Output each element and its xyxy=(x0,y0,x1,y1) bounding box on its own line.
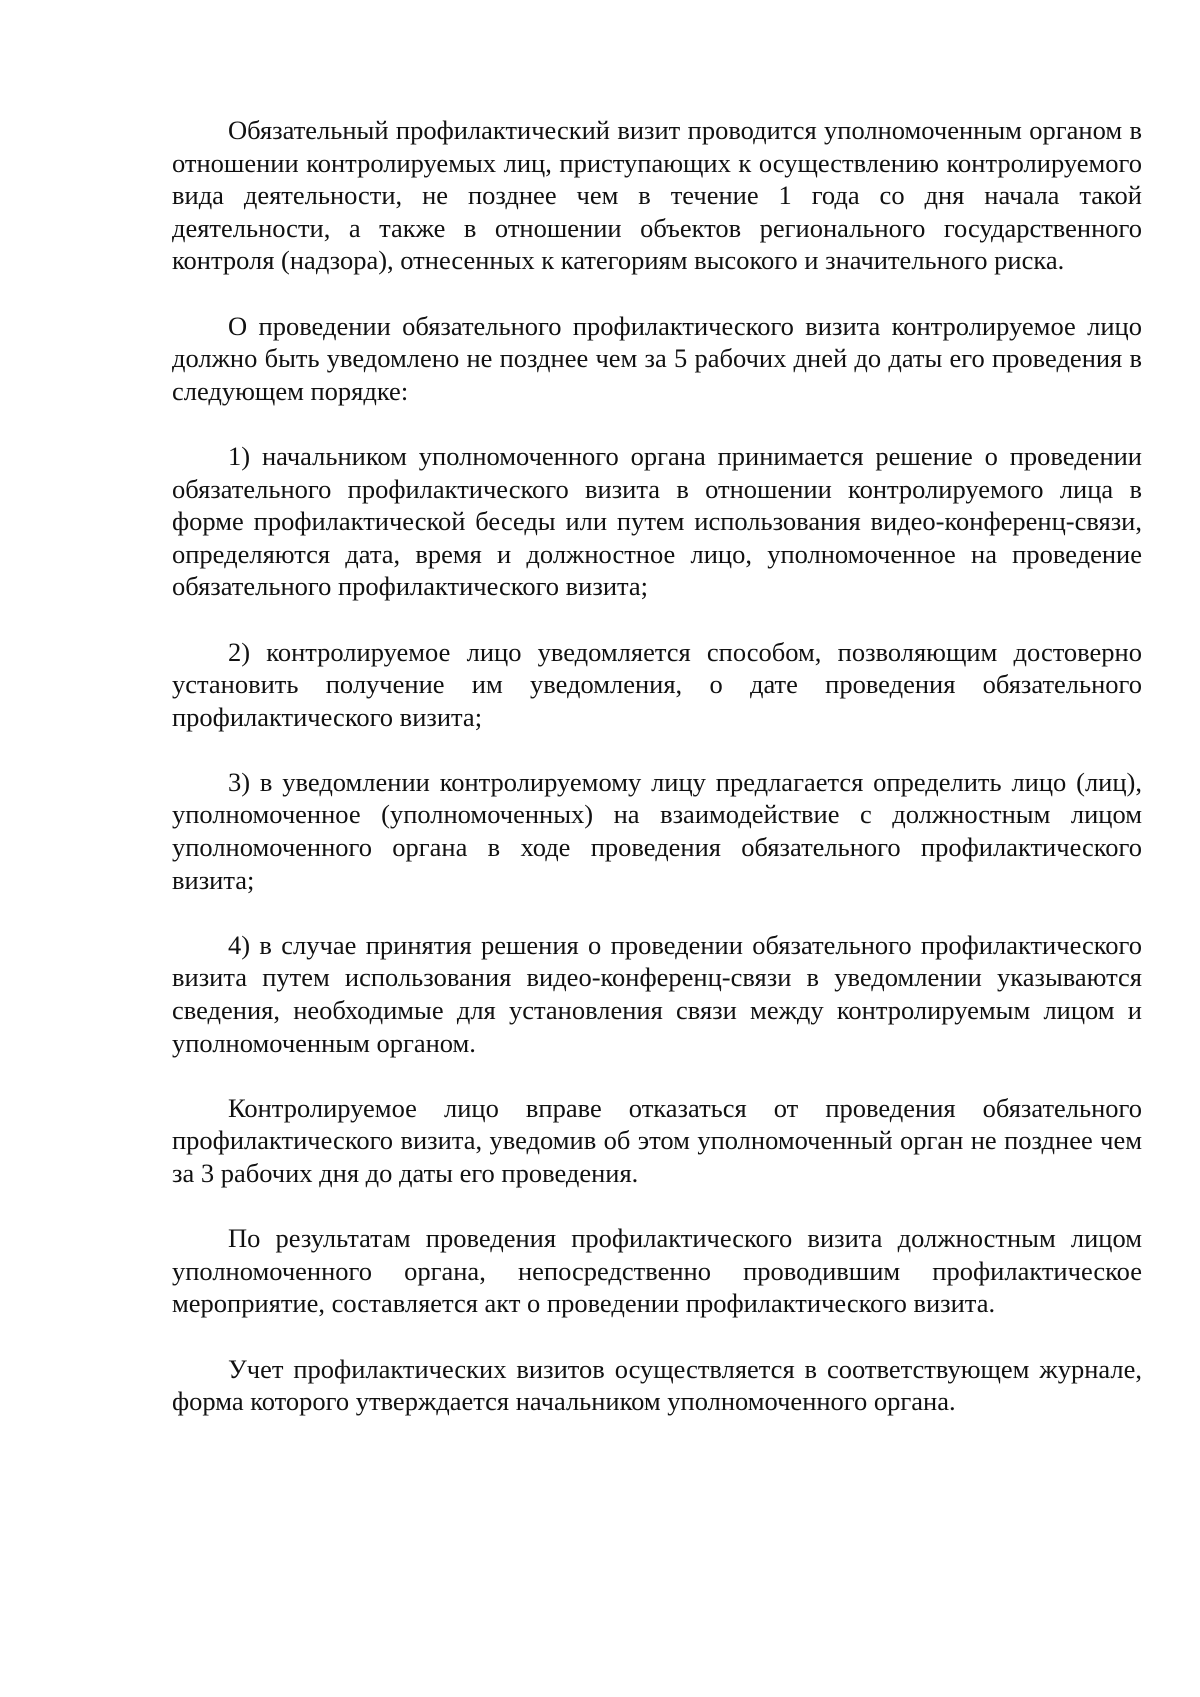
paragraph-item-2: 2) контролируемое лицо уведомляется способом, позволяющим достоверно установить получение им уведомления, о дате проведения обязательного профилактического визита; xyxy=(172,636,1142,732)
paragraph-visit-act: По результатам проведения профилактического визита должностным лицом уполномоченного органа, непосредственно проводившим профилактическое мероприятие, составляется акт о проведении профилактического визита. xyxy=(172,1223,1142,1319)
paragraph-item-1: 1) начальником уполномоченного органа принимается решение о проведении обязательного профилактического визита в отношении контролируемого лица в форме профилактической беседы или путем использования видео-конференц-связи, определяются дата, время и должностное лицо, уполномоченное на проведение обязательного профилактического визита; xyxy=(172,440,1142,602)
document-body xyxy=(172,114,1142,1418)
paragraph-notification-deadline: О проведении обязательного профилактического визита контролируемое лицо должно быть уведомлено не позднее чем за 5 рабочих дней до даты его проведения в следующем порядке: xyxy=(172,310,1142,406)
paragraph-visit-journal: Учет профилактических визитов осуществляется в соответствующем журнале, форма которого утверждается начальником уполномоченного органа. xyxy=(172,1353,1142,1417)
paragraph-mandatory-visit: Обязательный профилактический визит проводится уполномоченным органом в отношении контролируемых лиц, приступающих к осуществлению контролируемого вида деятельности, не позднее чем в течение 1 года со дня начала такой деятельности, а также в отношении объектов регионального государственного контроля (надзора), отнесенных к категориям высокого и значительного риска. xyxy=(172,115,1142,276)
paragraph-item-3: 3) в уведомлении контролируемому лицу предлагается определить лицо (лиц), уполномоченное (уполномоченных) на взаимодействие с должностным лицом уполномоченного органа в ходе проведения обязательного профилактического визита; xyxy=(172,766,1142,895)
paragraph-item-4: 4) в случае принятия решения о проведении обязательного профилактического визита путем использования видео-конференц-связи в уведомлении указываются сведения, необходимые для установления связи между контролируемым лицом и уполномоченным органом. xyxy=(172,929,1142,1058)
paragraph-refusal: Контролируемое лицо вправе отказаться от проведения обязательного профилактического визита, уведомив об этом уполномоченный орган не позднее чем за 3 рабочих дня до даты его проведения. xyxy=(172,1092,1142,1188)
